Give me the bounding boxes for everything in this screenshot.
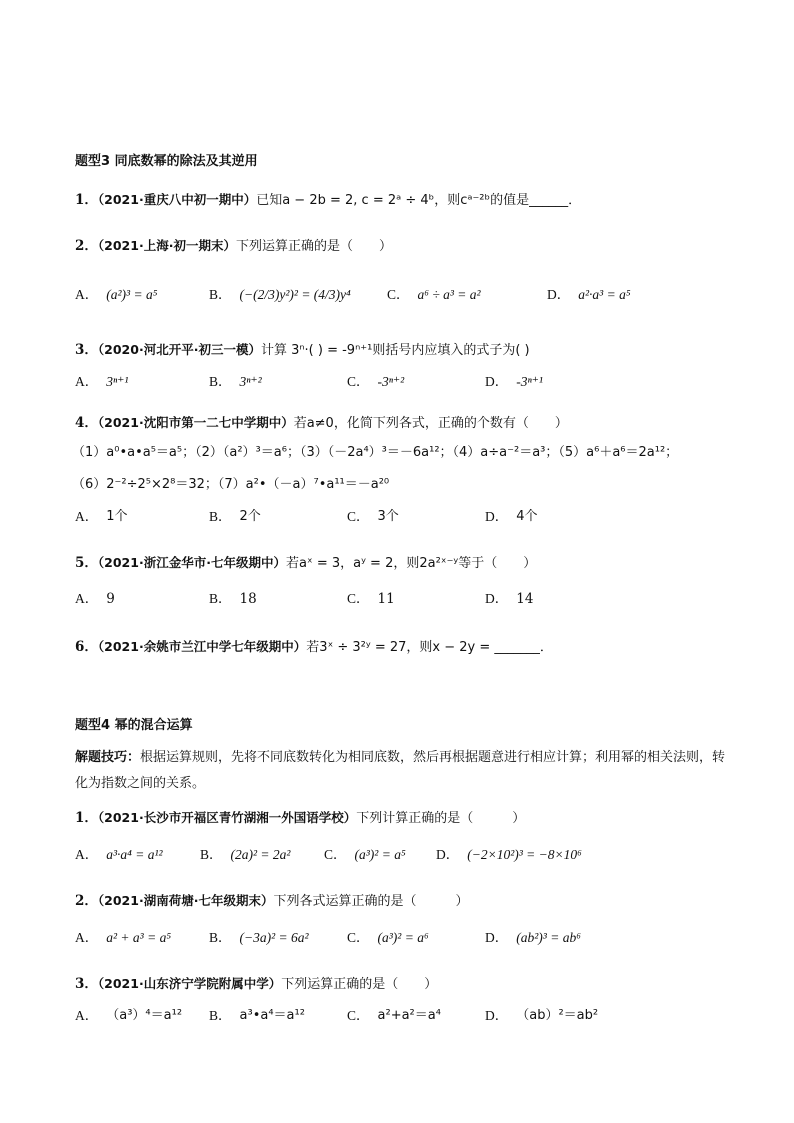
option-d: D． (ab²)³ = ab⁶ (485, 930, 581, 945)
question-number: 1． (75, 810, 98, 826)
option-a: A． （a³）⁴＝a¹² (75, 1008, 183, 1023)
option-d: D． -3ⁿ⁺¹ (485, 374, 543, 389)
s4-question-3 (75, 974, 734, 995)
s3-question-2 (75, 236, 734, 257)
question-number: 4． (75, 415, 98, 431)
question-number: 5． (75, 555, 98, 571)
s4-q3-options (75, 1006, 734, 1026)
question-source: （2021·重庆八中初一期中） (97, 192, 257, 207)
question-text: 下列运算正确的是（ ） (235, 239, 392, 254)
question-text: 下列计算正确的是（ ） (356, 811, 526, 826)
question-source: （2021·余姚市兰江中学七年级期中） (97, 639, 307, 654)
question-text: 下列运算正确的是（ ） (281, 977, 438, 992)
option-b: B． a³•a⁴＝a¹² (209, 1008, 305, 1023)
question-source: （2021·浙江金华市·七年级期中） (97, 555, 286, 570)
option-a: A． 3ⁿ⁺¹ (75, 374, 129, 389)
s3-question-1 (75, 190, 734, 211)
s3-q2-options (75, 285, 734, 305)
s3-q4-items-line-2: （6）2⁻²÷2⁵×2⁸＝32；（7）a²•（－a）⁷•a¹¹＝－a²⁰ (72, 477, 390, 492)
question-number: 2． (75, 893, 98, 909)
question-source: （2021·上海·初一期末） (97, 238, 236, 253)
s3-q3-options (75, 372, 734, 392)
option-b: B． (2a)² = 2a² (200, 847, 291, 862)
s3-question-3 (75, 340, 734, 361)
option-a: A． a³·a⁴ = a¹² (75, 847, 163, 862)
question-text: 下列各式运算正确的是（ ） (273, 894, 469, 909)
tip-text: 根据运算规则，先将不同底数转化为相同底数，然后再根据题意进行相应计算；利用幂的相关法则，转化为指数之间的关系。 (75, 750, 726, 791)
s3-question-6 (75, 637, 734, 658)
option-b: B． 3ⁿ⁺² (209, 374, 262, 389)
s4-question-1 (75, 808, 734, 829)
question-text: 若aˣ = 3，aʸ = 2，则2a²ˣ⁻ʸ等于（ ） (285, 556, 537, 571)
question-source: （2021·湖南荷塘·七年级期末） (97, 893, 274, 908)
option-c: C． 3个 (347, 509, 399, 524)
question-number: 1． (75, 192, 98, 208)
option-d: D． （ab）²＝ab² (485, 1008, 599, 1023)
question-source: （2021·长沙市开福区青竹湖湘一外国语学校） (97, 810, 357, 825)
question-number: 3． (75, 976, 98, 992)
s3-q4-options (75, 507, 734, 527)
option-d: D． 14 (485, 591, 534, 607)
section-4-title: 题型4 幂的混合运算 (75, 718, 193, 733)
option-d: D． a²·a³ = a⁵ (547, 287, 631, 302)
s4-q1-options (75, 845, 734, 865)
s3-question-5 (75, 553, 734, 574)
question-text: 若a≠0，化简下列各式，正确的个数有（ ） (293, 416, 568, 431)
question-source: （2020·河北开平·初三一模） (97, 342, 261, 357)
option-a: A． (a²)³ = a⁵ (75, 287, 158, 302)
option-c: C． 11 (347, 591, 395, 607)
question-number: 3． (75, 342, 98, 358)
solving-tip (75, 745, 734, 797)
section-3-title: 题型3 同底数幂的除法及其逆用 (75, 154, 258, 169)
question-text: 已知a − 2b = 2, c = 2ᵃ ÷ 4ᵇ，则cᵃ⁻²ᵇ的值是______． (256, 193, 582, 208)
option-a: A． a² + a³ = a⁵ (75, 930, 172, 945)
tip-label: 解题技巧： (75, 750, 141, 765)
question-source: （2021·山东济宁学院附属中学） (97, 976, 282, 991)
s4-q2-options (75, 928, 734, 948)
option-c: C． (a³)² = a⁶ (347, 930, 429, 945)
option-c: C． a⁶ ÷ a³ = a² (387, 287, 481, 302)
question-text: 若3ˣ ÷ 3²ʸ = 27，则x − 2y = _______． (306, 640, 553, 655)
s4-question-2 (75, 891, 734, 912)
question-source: （2021·沈阳市第一二七中学期中） (97, 415, 294, 430)
option-b: B． 18 (209, 591, 257, 607)
s3-question-4 (75, 413, 734, 434)
option-c: C． (a³)² = a⁵ (324, 847, 406, 862)
option-b: B． (−3a)² = 6a² (209, 930, 309, 945)
option-d: D． (−2×10²)³ = −8×10⁶ (436, 847, 582, 862)
option-b: B． (−(2/3)y²)² = (4/3)y⁴ (209, 287, 351, 302)
s3-q4-items-line-1: （1）a⁰•a•a⁵＝a⁵；（2）（a²）³＝a⁶；（3）（－2a⁴）³＝－6a¹²；（4）a÷a⁻²＝a³；（5）a⁶＋a⁶＝2a¹²； (72, 445, 679, 460)
question-text: 计算 3ⁿ·( ) = -9ⁿ⁺¹则括号内应填入的式子为( ) (260, 343, 530, 358)
question-number: 6． (75, 639, 98, 655)
option-c: C． a²+a²＝a⁴ (347, 1008, 441, 1023)
option-d: D． 4个 (485, 509, 538, 524)
option-a: A． 1个 (75, 509, 128, 524)
option-b: B． 2个 (209, 509, 261, 524)
option-a: A． 9 (75, 591, 115, 607)
question-number: 2． (75, 238, 98, 254)
option-c: C． -3ⁿ⁺² (347, 374, 405, 389)
s3-q5-options (75, 589, 734, 609)
